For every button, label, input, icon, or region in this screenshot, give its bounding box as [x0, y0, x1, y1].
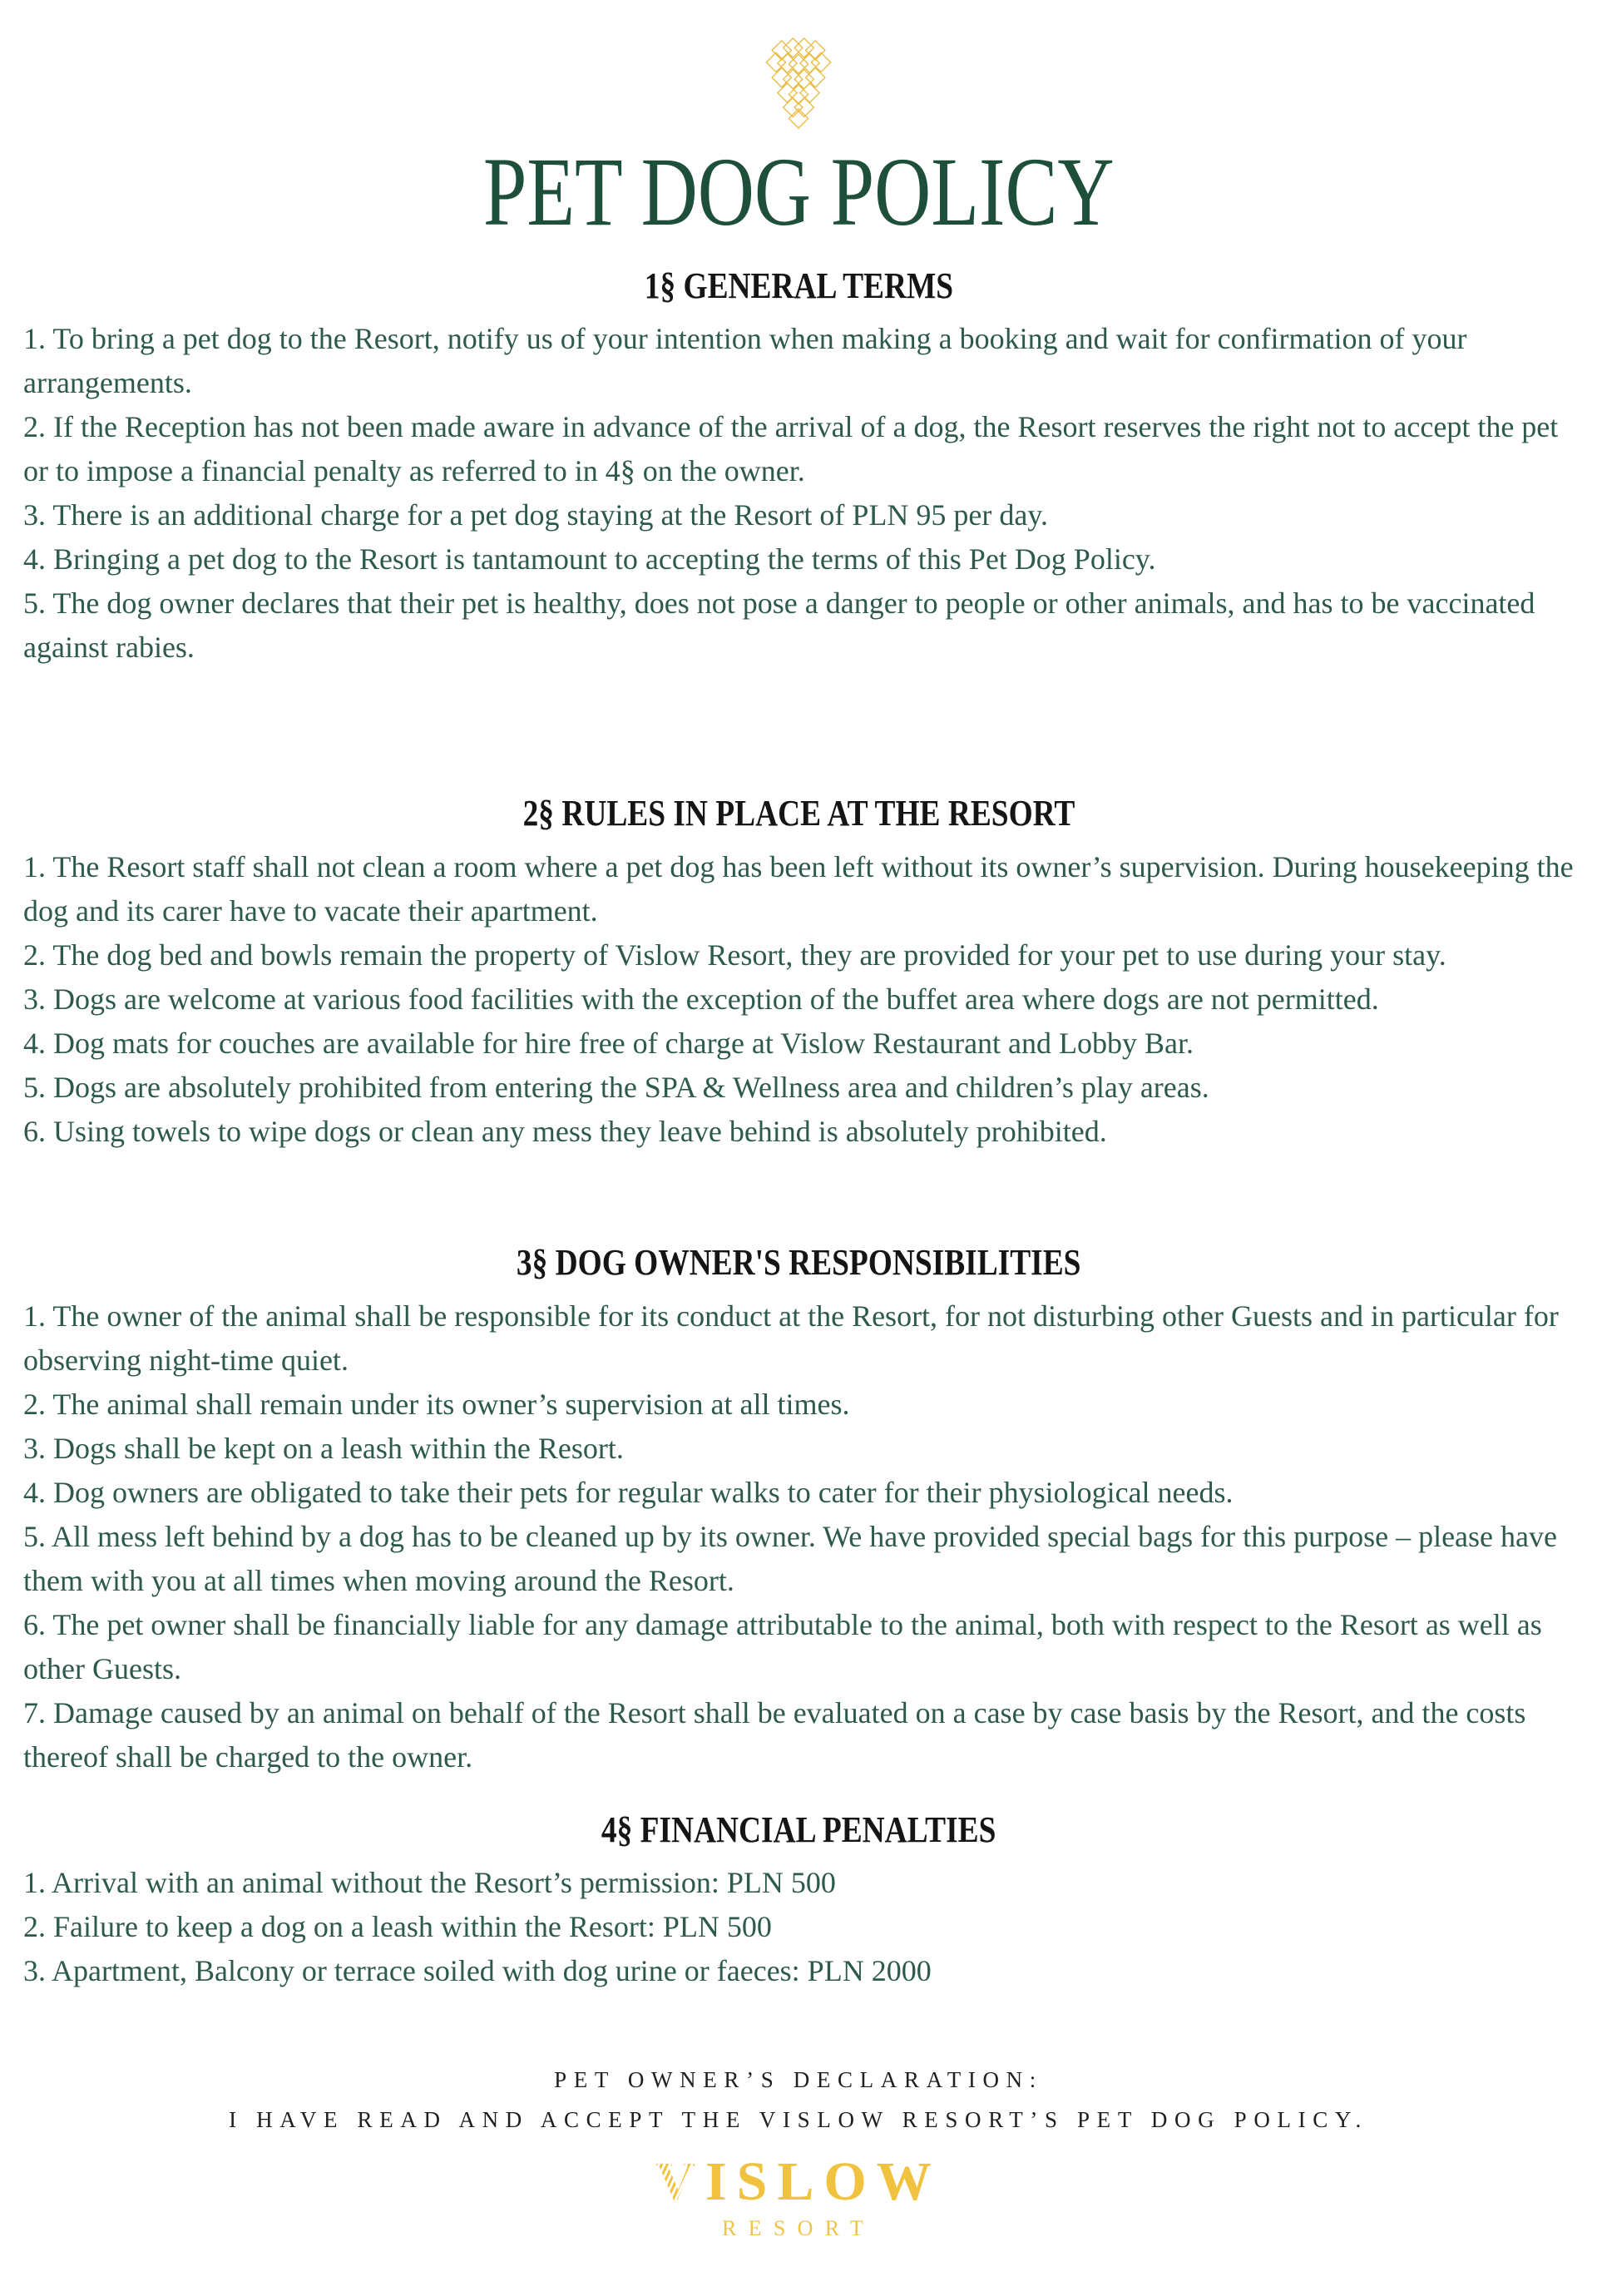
section-heading-text: 4§ FINANCIAL PENALTIES	[601, 1809, 996, 1850]
vislow-wordmark	[23, 2151, 1574, 2213]
vislow-wordmark-v: V	[655, 2151, 705, 2213]
policy-item: 3. Dogs shall be kept on a leash within the Resort.	[23, 1431, 624, 1465]
policy-item: 1. To bring a pet dog to the Resort, notify us of your intention when making a booking and wait for confirmation of your arrangements.	[23, 322, 1467, 400]
section-body	[23, 317, 1574, 670]
policy-item: 6. The pet owner shall be financially liable for any damage attributable to the animal, both with respect to the Resort as well as other Guests.	[23, 1607, 1542, 1685]
policy-item: 3. There is an additional charge for a pet dog staying at the Resort of PLN 95 per day.	[23, 498, 1048, 532]
policy-item: 6. Using towels to wipe dogs or clean any mess they leave behind is absolutely prohibited.	[23, 1115, 1107, 1149]
policy-item: 4. Dog mats for couches are available for hire free of charge at Vislow Restaurant and Lobby Bar.	[23, 1027, 1194, 1061]
page-title-text: PET DOG POLICY	[482, 137, 1115, 246]
section-rules-at-resort	[23, 793, 1574, 1154]
section-heading-text: 1§ GENERAL TERMS	[644, 265, 953, 306]
policy-item: 1. Arrival with an animal without the Resort’s permission: PLN 500	[23, 1866, 836, 1900]
section-general-terms	[23, 265, 1574, 670]
policy-item: 5. The dog owner declares that their pet is healthy, does not pose a danger to people or other animals, and has to be vaccinated against rabies.	[23, 586, 1535, 665]
resort-wordmark: RESORT	[722, 2216, 875, 2241]
policy-item: 5. Dogs are absolutely prohibited from entering the SPA & Wellness area and children’s play areas.	[23, 1071, 1209, 1105]
policy-item: 1. The Resort staff shall not clean a room where a pet dog has been left without its owner’s supervision. During housekeeping the dog and its carer have to vacate their apartment.	[23, 850, 1574, 928]
declaration-title: PET OWNER’S DECLARATION:	[554, 2067, 1043, 2093]
pet-owner-declaration	[23, 2060, 1574, 2140]
policy-item: 1. The owner of the animal shall be responsible for its conduct at the Resort, for not disturbing other Guests and in particular for observing night-time quiet.	[23, 1299, 1559, 1377]
vislow-resort-logo	[23, 2151, 1574, 2241]
section-body	[23, 845, 1574, 1154]
declaration-text: I HAVE READ AND ACCEPT THE VISLOW RESORT’S PET DOG POLICY.	[229, 2107, 1368, 2133]
section-heading	[23, 1242, 1574, 1284]
heart-logo-icon	[755, 37, 842, 131]
section-heading	[23, 793, 1574, 835]
policy-item: 2. If the Reception has not been made aware in advance of the arrival of a dog, the Resort reserves the right not to accept the pet or to impose a financial penalty as referred to in 4§ on the owner.	[23, 410, 1559, 488]
policy-item: 4. Bringing a pet dog to the Resort is tantamount to accepting the terms of this Pet Dog Policy.	[23, 542, 1156, 576]
vislow-wordmark-rest: ISLOW	[705, 2151, 942, 2213]
policy-item: 3. Apartment, Balcony or terrace soiled with dog urine or faeces: PLN 2000	[23, 1954, 932, 1988]
section-heading-text: 3§ DOG OWNER'S RESPONSIBILITIES	[516, 1242, 1081, 1284]
policy-item: 3. Dogs are welcome at various food facilities with the exception of the buffet area where dogs are not permitted.	[23, 982, 1379, 1017]
policy-item: 2. The animal shall remain under its owner’s supervision at all times.	[23, 1387, 850, 1421]
section-heading	[23, 1809, 1574, 1852]
policy-item: 7. Damage caused by an animal on behalf of the Resort shall be evaluated on a case by case basis by the Resort, and the costs thereof shall be charged to the owner.	[23, 1695, 1526, 1774]
section-body	[23, 1861, 1574, 1993]
policy-item: 2. Failure to keep a dog on a leash within the Resort: PLN 500	[23, 1910, 772, 1944]
section-owner-responsibilities	[23, 1242, 1574, 1779]
section-heading	[23, 265, 1574, 308]
section-body	[23, 1294, 1574, 1779]
policy-item: 4. Dog owners are obligated to take their pets for regular walks to cater for their physiological needs.	[23, 1475, 1234, 1509]
page-title	[23, 137, 1574, 246]
section-heading-text: 2§ RULES IN PLACE AT THE RESORT	[522, 793, 1075, 834]
policy-item: 2. The dog bed and bowls remain the property of Vislow Resort, they are provided for your pet to use during your stay.	[23, 938, 1446, 972]
section-financial-penalties	[23, 1809, 1574, 1994]
pet-dog-policy-document	[0, 37, 1597, 2239]
policy-item: 5. All mess left behind by a dog has to be cleaned up by its owner. We have provided special bags for this purpose – please have them with you at all times when moving around the Resort.	[23, 1519, 1557, 1597]
